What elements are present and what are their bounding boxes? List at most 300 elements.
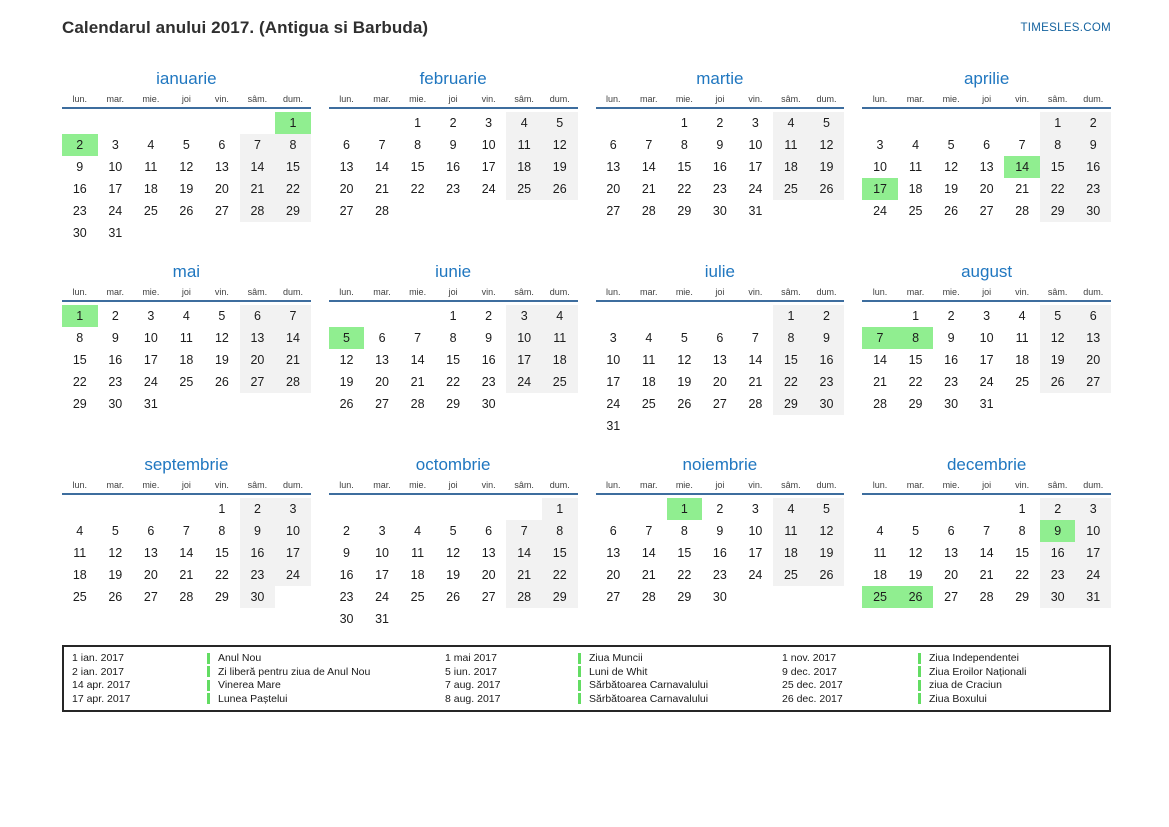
date-cell: 19 <box>339 375 354 389</box>
weekday-label: joi <box>982 94 992 104</box>
empty-cell <box>596 305 632 327</box>
legend-column <box>445 651 782 705</box>
legend-label: Anul Nou <box>218 652 262 665</box>
weekend-date-cell: 23 <box>1075 178 1111 200</box>
empty-cell <box>98 498 134 520</box>
weekend-date-cell: 2 <box>240 498 276 520</box>
empty-cell <box>809 415 845 437</box>
date-cell: 30 <box>339 612 354 626</box>
legend-date: 1 nov. 2017 <box>782 652 837 665</box>
weekday-label: mar. <box>373 94 391 104</box>
empty-cell <box>169 112 205 134</box>
date-cell: 11 <box>873 546 887 560</box>
holiday-legend <box>62 645 1111 712</box>
legend-label: Ziua Muncii <box>589 652 643 665</box>
date-cell: 24 <box>873 204 887 218</box>
date-cell: 19 <box>944 182 959 196</box>
weekend-date-cell: 1 <box>1040 112 1076 134</box>
weekday-label: mie. <box>409 480 427 490</box>
date-cell: 23 <box>712 568 727 582</box>
date-cell: 19 <box>179 182 194 196</box>
date-cell: 25 <box>908 204 923 218</box>
legend-date: 26 dec. 2017 <box>782 692 843 705</box>
date-cell: 4 <box>147 138 155 152</box>
weekend-date-cell: 30 <box>1040 586 1076 608</box>
weekend-date-cell: 8 <box>542 520 578 542</box>
weekend-date-cell: 3 <box>1075 498 1111 520</box>
date-cell: 9 <box>343 546 350 560</box>
date-cell: 25 <box>179 375 194 389</box>
date-cell: 20 <box>143 568 158 582</box>
date-cell: 6 <box>947 524 955 538</box>
date-cell: 12 <box>908 546 923 560</box>
weekday-label: mar. <box>640 287 658 297</box>
weekday-label: mar. <box>906 94 925 104</box>
date-cell: 21 <box>179 568 194 582</box>
weekend-date-cell: 14 <box>240 156 276 178</box>
date-cell: 10 <box>375 546 389 560</box>
date-cell: 10 <box>108 160 123 174</box>
date-cell: 14 <box>179 546 194 560</box>
date-cell: 6 <box>609 138 617 152</box>
page-title: Calendarul anului 2017. (Antigua si Barbuda) <box>62 18 429 37</box>
date-cell: 12 <box>108 546 123 560</box>
date-cell: 29 <box>908 397 923 411</box>
weekend-date-cell: 23 <box>809 371 845 393</box>
date-cell: 17 <box>375 568 389 582</box>
weekday-label: lun. <box>72 94 88 104</box>
weekend-date-cell: 2 <box>809 305 845 327</box>
date-cell: 14 <box>641 546 656 560</box>
weekend-date-cell: 22 <box>773 371 809 393</box>
date-cell: 24 <box>748 568 763 582</box>
empty-cell <box>506 393 542 415</box>
weekday-label: joi <box>715 94 725 104</box>
weekday-label: dum. <box>549 94 570 104</box>
date-cell: 14 <box>641 160 656 174</box>
empty-cell <box>275 222 311 244</box>
legend-entry <box>207 665 445 678</box>
weekday-label: dum. <box>1083 287 1104 297</box>
date-cell: 31 <box>748 204 763 218</box>
weekend-date-cell: 27 <box>1075 371 1111 393</box>
weekday-label: mie. <box>942 287 960 297</box>
date-cell: 20 <box>979 182 994 196</box>
legend-entry <box>578 651 782 664</box>
weekend-date-cell: 19 <box>1040 349 1076 371</box>
weekend-date-cell: 17 <box>1075 542 1111 564</box>
weekday-label: vin. <box>748 287 763 297</box>
date-cell: 3 <box>609 331 617 345</box>
month-table <box>596 480 845 608</box>
date-cell: 2 <box>716 116 724 130</box>
empty-cell <box>1004 393 1040 415</box>
date-cell: 1 <box>680 116 688 130</box>
date-cell: 7 <box>983 524 991 538</box>
date-cell: 1 <box>912 309 920 323</box>
weekend-date-cell: 19 <box>809 542 845 564</box>
date-cell: 28 <box>410 397 425 411</box>
date-cell: 11 <box>909 160 923 174</box>
date-cell: 9 <box>716 524 724 538</box>
date-cell: 12 <box>677 353 692 367</box>
month-table <box>62 480 311 608</box>
weekday-label: vin. <box>748 480 763 490</box>
weekday-label: dum. <box>282 94 303 104</box>
date-cell: 14 <box>375 160 389 174</box>
date-cell: 2 <box>449 116 457 130</box>
date-cell: 22 <box>214 568 229 582</box>
weekday-label: joi <box>982 480 992 490</box>
weekday-label: dum. <box>1083 480 1104 490</box>
empty-cell <box>364 305 400 327</box>
weekend-date-cell: 28 <box>506 586 542 608</box>
legend-color-bar-icon <box>918 666 921 677</box>
holiday-date-cell: 8 <box>898 327 934 349</box>
weekend-date-cell: 5 <box>1040 305 1076 327</box>
date-cell: 17 <box>143 353 158 367</box>
date-cell: 6 <box>343 138 350 152</box>
holiday-date-cell: 26 <box>898 586 934 608</box>
date-cell: 3 <box>485 116 493 130</box>
weekend-date-cell: 14 <box>506 542 542 564</box>
empty-cell <box>1040 393 1076 415</box>
date-cell: 4 <box>414 524 422 538</box>
empty-cell <box>133 222 169 244</box>
weekday-label: lun. <box>339 287 354 297</box>
weekend-date-cell: 12 <box>1040 327 1076 349</box>
weekday-label: mie. <box>142 480 160 490</box>
date-cell: 12 <box>944 160 959 174</box>
date-cell: 19 <box>108 568 123 582</box>
date-cell: 4 <box>912 138 920 152</box>
month-title: decembrie <box>946 455 1027 474</box>
weekday-label: mie. <box>675 94 693 104</box>
date-cell: 25 <box>410 590 425 604</box>
empty-cell <box>773 200 809 222</box>
date-cell: 13 <box>712 353 727 367</box>
weekday-label: vin. <box>214 94 229 104</box>
weekend-date-cell: 12 <box>809 134 845 156</box>
date-cell: 6 <box>609 524 617 538</box>
empty-cell <box>62 112 98 134</box>
empty-cell <box>98 112 134 134</box>
weekday-label: lun. <box>872 287 888 297</box>
empty-cell <box>631 415 667 437</box>
legend-date: 1 ian. 2017 <box>72 652 124 665</box>
date-cell: 21 <box>873 375 887 389</box>
month-table <box>862 94 1111 222</box>
date-cell: 16 <box>944 353 959 367</box>
month-table <box>329 287 578 415</box>
date-cell: 24 <box>481 182 496 196</box>
date-cell: 11 <box>642 353 656 367</box>
legend-color-bar-icon <box>578 693 581 704</box>
empty-cell <box>898 498 934 520</box>
date-cell: 6 <box>485 524 493 538</box>
month-title: noiembrie <box>682 455 758 474</box>
date-cell: 31 <box>143 397 158 411</box>
holiday-date-cell: 17 <box>862 178 898 200</box>
date-cell: 22 <box>72 375 87 389</box>
weekend-date-cell: 4 <box>773 112 809 134</box>
date-cell: 19 <box>908 568 923 582</box>
month-mai <box>62 261 311 437</box>
empty-cell <box>204 112 240 134</box>
date-cell: 6 <box>218 138 226 152</box>
weekday-label: vin. <box>214 287 229 297</box>
date-cell: 20 <box>944 568 959 582</box>
month-table <box>862 287 1111 415</box>
date-cell: 12 <box>179 160 194 174</box>
date-cell: 14 <box>873 353 887 367</box>
month-title: mai <box>172 262 201 281</box>
weekend-date-cell: 23 <box>1040 564 1076 586</box>
date-cell: 3 <box>147 309 155 323</box>
date-cell: 10 <box>748 524 763 538</box>
date-cell: 8 <box>76 331 84 345</box>
date-cell: 3 <box>111 138 119 152</box>
date-cell: 19 <box>446 568 461 582</box>
date-cell: 25 <box>72 590 87 604</box>
legend-label: Sărbătoarea Carnavalului <box>589 692 709 705</box>
weekday-label: joi <box>448 287 458 297</box>
weekday-label: lun. <box>72 287 88 297</box>
weekend-date-cell: 2 <box>1040 498 1076 520</box>
legend-date: 25 dec. 2017 <box>782 679 843 692</box>
weekday-label: mie. <box>942 480 960 490</box>
weekend-date-cell: 22 <box>275 178 311 200</box>
legend-color-bar-icon <box>207 653 210 664</box>
holiday-date-cell: 2 <box>62 134 98 156</box>
date-cell: 7 <box>645 524 653 538</box>
weekend-date-cell: 15 <box>773 349 809 371</box>
date-cell: 2 <box>716 502 724 516</box>
weekday-label: joi <box>181 287 191 297</box>
legend-label: Sărbătoarea Carnavalului <box>589 679 709 692</box>
weekday-label: sâm. <box>781 287 801 297</box>
date-cell: 2 <box>343 524 350 538</box>
weekend-date-cell: 28 <box>275 371 311 393</box>
weekday-label: dum. <box>816 287 837 297</box>
holiday-date-cell: 25 <box>862 586 898 608</box>
month-title: octombrie <box>415 455 491 474</box>
weekend-date-cell: 4 <box>542 305 578 327</box>
legend-entry <box>207 692 445 705</box>
date-cell: 30 <box>712 204 727 218</box>
weekend-date-cell: 15 <box>542 542 578 564</box>
date-cell: 14 <box>979 546 994 560</box>
weekday-label: mie. <box>142 287 160 297</box>
date-cell: 29 <box>677 204 692 218</box>
weekend-date-cell: 15 <box>275 156 311 178</box>
weekend-date-cell: 6 <box>240 305 276 327</box>
empty-cell <box>506 200 542 222</box>
date-cell: 3 <box>876 138 884 152</box>
date-cell: 16 <box>339 568 354 582</box>
empty-cell <box>204 393 240 415</box>
date-cell: 18 <box>72 568 87 582</box>
date-cell: 8 <box>414 138 422 152</box>
date-cell: 21 <box>748 375 763 389</box>
weekday-label: sâm. <box>247 287 268 297</box>
date-cell: 31 <box>606 419 621 433</box>
date-cell: 5 <box>111 524 119 538</box>
date-cell: 18 <box>908 182 923 196</box>
legend-color-bar-icon <box>207 680 210 691</box>
weekday-label: mie. <box>409 94 427 104</box>
empty-cell <box>471 200 507 222</box>
empty-cell <box>169 393 205 415</box>
legend-label: Ziua Eroilor Naționali <box>929 665 1027 678</box>
date-cell: 26 <box>677 397 692 411</box>
date-cell: 18 <box>641 375 656 389</box>
date-cell: 7 <box>414 331 422 345</box>
date-cell: 11 <box>73 546 87 560</box>
weekend-date-cell: 28 <box>240 200 276 222</box>
month-title: martie <box>696 69 744 88</box>
date-cell: 8 <box>680 524 688 538</box>
weekend-date-cell: 10 <box>506 327 542 349</box>
weekend-date-cell: 15 <box>1040 156 1076 178</box>
weekend-date-cell: 13 <box>1075 327 1111 349</box>
weekend-date-cell: 17 <box>275 542 311 564</box>
weekday-label: lun. <box>72 480 88 490</box>
date-cell: 9 <box>111 331 119 345</box>
date-cell: 29 <box>446 397 461 411</box>
date-cell: 1 <box>1018 502 1026 516</box>
month-title: iunie <box>435 262 472 281</box>
page-header <box>0 0 1169 38</box>
weekend-date-cell: 26 <box>1040 371 1076 393</box>
date-cell: 20 <box>606 182 621 196</box>
legend-column <box>72 651 445 705</box>
date-cell: 16 <box>712 160 727 174</box>
date-cell: 4 <box>182 309 190 323</box>
date-cell: 15 <box>677 160 692 174</box>
empty-cell <box>240 222 276 244</box>
date-cell: 12 <box>446 546 461 560</box>
date-cell: 20 <box>712 375 727 389</box>
weekend-date-cell: 29 <box>275 200 311 222</box>
weekday-label: mar. <box>106 94 125 104</box>
weekday-label: sâm. <box>1047 94 1068 104</box>
weekday-label: joi <box>448 480 458 490</box>
date-cell: 23 <box>108 375 123 389</box>
empty-cell <box>400 200 436 222</box>
weekday-label: sâm. <box>247 480 268 490</box>
date-cell: 27 <box>375 397 389 411</box>
empty-cell <box>435 498 471 520</box>
date-cell: 24 <box>143 375 158 389</box>
weekend-date-cell: 9 <box>809 327 845 349</box>
date-cell: 27 <box>214 204 229 218</box>
date-cell: 1 <box>414 116 422 130</box>
date-cell: 4 <box>1018 309 1026 323</box>
date-cell: 5 <box>182 138 190 152</box>
date-cell: 23 <box>339 590 354 604</box>
date-cell: 29 <box>214 590 229 604</box>
date-cell: 30 <box>944 397 959 411</box>
date-cell: 28 <box>748 397 763 411</box>
date-cell: 28 <box>641 590 656 604</box>
date-cell: 17 <box>606 375 621 389</box>
weekday-label: sâm. <box>247 94 268 104</box>
month-table <box>596 287 845 437</box>
date-cell: 21 <box>1015 182 1030 196</box>
empty-cell <box>329 112 365 134</box>
weekday-label: mar. <box>906 287 925 297</box>
date-cell: 16 <box>712 546 727 560</box>
month-octombrie <box>329 454 578 630</box>
legend-date: 8 aug. 2017 <box>445 692 501 705</box>
date-cell: 13 <box>143 546 158 560</box>
weekend-date-cell: 29 <box>1040 200 1076 222</box>
legend-date: 2 ian. 2017 <box>72 665 124 678</box>
legend-date: 9 dec. 2017 <box>782 665 837 678</box>
weekday-label: joi <box>715 480 725 490</box>
weekend-date-cell: 1 <box>773 305 809 327</box>
date-cell: 8 <box>218 524 226 538</box>
date-cell: 13 <box>214 160 229 174</box>
weekday-label: dum. <box>549 480 570 490</box>
site-link[interactable]: TIMESLES.COM <box>1020 22 1111 34</box>
empty-cell <box>400 305 436 327</box>
legend-color-bar-icon <box>207 693 210 704</box>
month-noiembrie <box>596 454 845 630</box>
date-cell: 2 <box>947 309 955 323</box>
date-cell: 8 <box>449 331 457 345</box>
month-februarie <box>329 68 578 244</box>
date-cell: 1 <box>218 502 226 516</box>
holiday-date-cell: 1 <box>667 498 703 520</box>
legend-entry <box>918 678 1103 691</box>
month-title: februarie <box>419 69 487 88</box>
date-cell: 11 <box>179 331 193 345</box>
date-cell: 26 <box>339 397 354 411</box>
date-cell: 6 <box>716 331 724 345</box>
date-cell: 22 <box>410 182 425 196</box>
month-table <box>329 480 578 630</box>
weekday-label: dum. <box>282 287 303 297</box>
legend-date: 1 mai 2017 <box>445 652 497 665</box>
weekend-date-cell: 25 <box>542 371 578 393</box>
empty-cell <box>133 112 169 134</box>
date-cell: 5 <box>449 524 457 538</box>
weekday-label: lun. <box>606 480 621 490</box>
date-cell: 30 <box>108 397 123 411</box>
holiday-date-cell: 5 <box>329 327 365 349</box>
date-cell: 28 <box>375 204 389 218</box>
empty-cell <box>738 586 774 608</box>
weekday-label: lun. <box>339 480 354 490</box>
weekday-label: sâm. <box>514 287 534 297</box>
date-cell: 5 <box>218 309 226 323</box>
weekday-label: vin. <box>214 480 229 490</box>
date-cell: 21 <box>979 568 994 582</box>
weekend-date-cell: 2 <box>1075 112 1111 134</box>
weekend-date-cell: 9 <box>240 520 276 542</box>
weekday-label: mar. <box>373 287 391 297</box>
weekend-date-cell: 30 <box>240 586 276 608</box>
weekday-label: lun. <box>339 94 354 104</box>
weekend-date-cell: 25 <box>506 178 542 200</box>
date-cell: 13 <box>606 160 621 174</box>
empty-cell <box>969 498 1005 520</box>
weekday-label: vin. <box>481 287 496 297</box>
legend-entry <box>578 678 782 691</box>
date-cell: 19 <box>677 375 692 389</box>
